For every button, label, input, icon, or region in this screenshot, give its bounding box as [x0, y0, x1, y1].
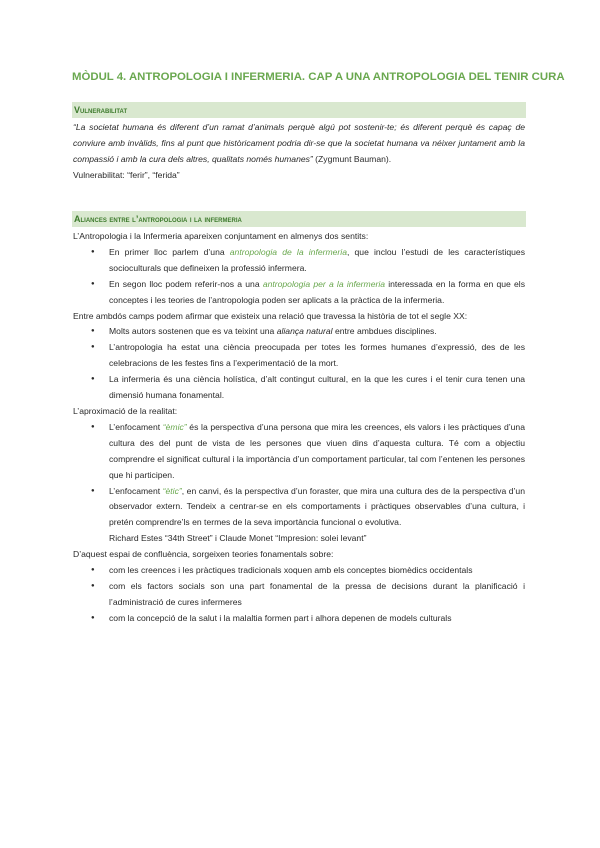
intro-paragraph: L’Antropologia i la Infermeria apareixen conjuntament en almenys dos sentits:: [73, 231, 369, 241]
bauman-quote: [73, 120, 525, 168]
item-text: L’enfocament: [109, 421, 163, 432]
section-heading-vulnerability: Vulnerabilitat: [72, 102, 526, 118]
item-text: , que inclou l’estudi de les característiques socioculturals que defineixen la professió infermera.: [109, 246, 525, 273]
item-text: La infermeria és una ciència holística, d’alt contingut cultural, en la que les cures i el tenir cura tenen una dimensió humana fonamental.: [109, 374, 525, 401]
bullet-list-4: [73, 563, 525, 627]
highlight-term: antropologia de la infermeria: [229, 246, 347, 257]
list-item: [73, 372, 525, 404]
item-text: L’antropologia ha estat una ciència preocupada per totes les formes humanes d’expressió, des de les celebracions de les festes fins a l’experimentació de la mort.: [109, 342, 525, 369]
list-item: [73, 277, 525, 309]
list-item: [73, 484, 525, 532]
list-item: [73, 324, 525, 340]
highlight-term: antropologia per a la infermeria: [262, 278, 386, 289]
quote-author: (Zygmunt Bauman).: [312, 153, 392, 164]
vulnerability-note: Vulnerabilitat: “ferir”, “ferida”: [73, 169, 180, 180]
item-text: , en canvi, és la perspectiva d’un foraster, que mira una cultura des de la perspectiva d’un observador extern. Tendeix a centrar-se en els comportaments i pràctiques observables d’una cultura, i pretén comprendre’ls en termes de la seva importància funcional o evolutiva.: [109, 485, 525, 528]
list-item: ● com la concepció de la salut i la malaltia formen part i alhora depenen de models culturals: [73, 611, 525, 627]
paragraph-reality: L’aproximació de la realitat:: [73, 405, 178, 416]
list-item: [73, 245, 525, 277]
bullet-list-1: [73, 245, 525, 309]
highlight-term: “ètic”: [162, 485, 182, 496]
section-body-vulnerability: [73, 120, 525, 184]
section-heading-alliances: Aliances entre l’antropologia i la infermeria: [72, 211, 526, 227]
paragraph-xx-century: Entre ambdós camps podem afirmar que existeix una relació que travessa la història de tot el segle XX:: [73, 310, 468, 321]
art-example: Richard Estes “34th Street” i Claude Monet “Impresion: solei levant”: [109, 533, 367, 544]
list-item: [73, 420, 525, 484]
section-body-alliances: [73, 229, 525, 627]
bullet-list-2: [73, 324, 525, 404]
highlight-term: “èmic”: [162, 421, 187, 432]
paragraph-confluence: D’aquest espai de confluència, sorgeixen teories fonamentals sobre:: [73, 549, 334, 560]
list-item: ● com els factors socials son una part fonamental de la pressa de decisions durant la planificació i l’administració de cures infermeres: [73, 579, 525, 611]
list-item: [73, 340, 525, 372]
quote-text: “La societat humana és diferent d’un ramat d’animals perquè algú pot sostenir-te; és diferent perquè és capaç de conviure amb invàlids, fins al punt que històricament podria dir-se que la societat humana va néixer juntament amb la compassió i amb la cura dels altres, qualitats només humanes”: [73, 122, 525, 164]
item-text: és la perspectiva d’una persona que mira les creences, els valors i les pràctiques d’una cultura des del punt de vista de les persones que viuen dins d’aquesta cultura. Té com a objectiu comprendre el significat cultural i la importància d’un comportament particular, tal com l’entenen les persones que hi participen.: [109, 421, 525, 480]
list-item: ● com les creences i les pràctiques tradicionals xoquen amb els conceptes biomèdics occidentals: [73, 563, 525, 579]
item-text: interessada en la forma en que els conceptes i les teories de l’antropologia poden ser aplicats a la pràctica de la infermeria.: [109, 278, 525, 305]
item-text: En primer lloc parlem d’una: [109, 246, 230, 257]
item-text: En segon lloc podem referir-nos a una: [109, 278, 263, 289]
bullet-list-3: [73, 420, 525, 531]
item-text: Molts autors sostenen que es va teixint una: [109, 326, 277, 337]
item-text: entre ambdues disciplines.: [332, 326, 437, 337]
module-title: MÒDUL 4. ANTROPOLOGIA I INFERMERIA. CAP A UNA ANTROPOLOGIA DEL TENIR CURA: [72, 71, 565, 83]
item-text: L’enfocament: [109, 485, 163, 496]
italic-term: aliança natural: [276, 326, 333, 337]
